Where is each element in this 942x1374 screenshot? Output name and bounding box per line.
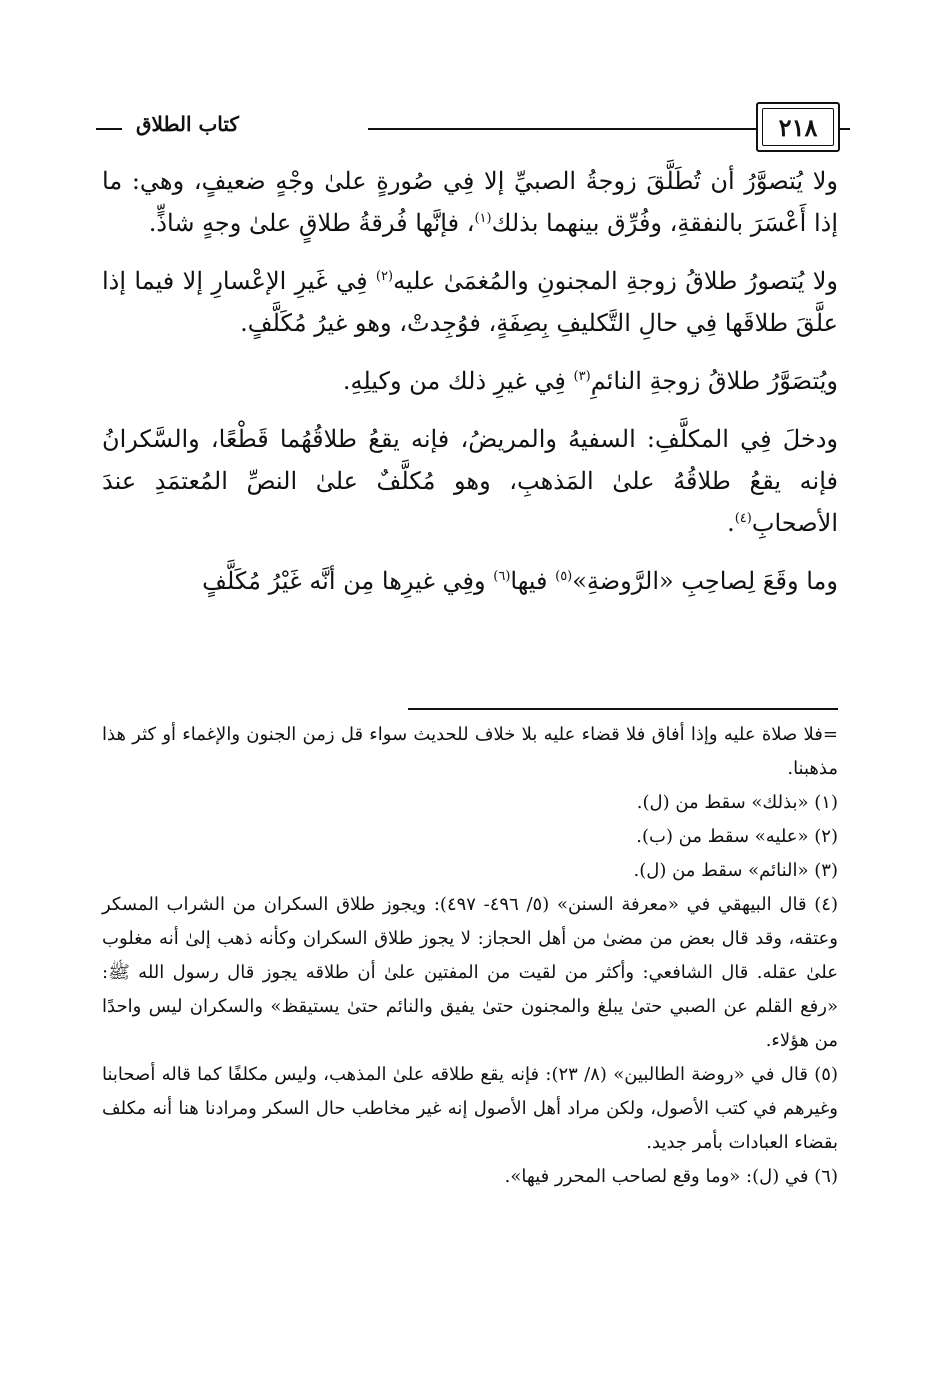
- footnote-ref: (٥): [555, 569, 573, 584]
- footnote: (٢) «عليه» سقط من (ب).: [636, 826, 838, 847]
- header-rule: [840, 128, 850, 130]
- paragraph: ويُتصَوَّرُ طلاقُ زوجةِ النائمِ$^{(٣)}$ فِي غيرِ ذلك من وكيلِهِ.: [342, 367, 838, 395]
- page-header: [96, 98, 840, 158]
- paragraph: ولا يُتصوَّرُ أن تُطَلَّقَ زوجةُ الصبيِّ إلا فِي صُورةٍ علىٰ وجْهٍ ضعيفٍ، وهي: ما إذا أَعْسَرَ بالنفقةِ، وفُرِّق بينهما بذلك$^{(١)}$، فإنَّها فُرقةُ طلاقٍ علىٰ وجهٍ شاذٍّ.: [102, 167, 838, 237]
- footnote: (٦) في (ل): «وما وقع لصاحب المحرر فيها».: [504, 1166, 838, 1187]
- footnote-ref: (٣): [573, 369, 591, 384]
- footnote-ref: (٢): [375, 269, 394, 284]
- footnote: (١) «بذلك» سقط من (ل).: [636, 792, 838, 813]
- header-rule: [96, 128, 122, 130]
- footnotes: [102, 718, 838, 1194]
- page-number-frame: [756, 102, 840, 152]
- footnote: =فلا صلاة عليه وإذا أفاق فلا قضاء عليه بلا خلاف للحديث سواء قل زمن الجنون والإغماء أو كثر هذا مذهبنا.: [102, 724, 838, 779]
- header-rule: [368, 128, 746, 130]
- page-number: ٢١٨: [778, 112, 818, 142]
- paragraph: ودخلَ فِي المكلَّفِ: السفيهُ والمريضُ، فإنه يقعُ طلاقُهُما قَطْعًا، والسَّكرانُ فإنه يقعُ طلاقُهُ علىٰ المَذهبِ، وهو مُكلَّفٌ علىٰ النصِّ المُعتمَدِ عندَ الأصحابِ$^{(٤)}$.: [102, 425, 838, 537]
- book-title: كتاب الطلاق: [136, 112, 239, 136]
- main-text: [102, 160, 838, 602]
- paragraph: ولا يُتصورُ طلاقُ زوجةِ المجنونِ والمُغمَىٰ عليه$^{(٢)}$ فِي غَيرِ الإعْسارِ إلا فيما إذا علَّقَ طلاقَها فِي حالِ التَّكليفِ بِصِفَةٍ، فوُجِدتْ، وهو غيرُ مُكَلَّفٍ.: [102, 267, 839, 337]
- footnote-separator: [408, 708, 838, 710]
- header-rule: [746, 128, 756, 130]
- footnote-ref: (٤): [734, 511, 752, 526]
- footnote: (٤) قال البيهقي في «معرفة السنن» (٥/ ٤٩٦- ٤٩٧): ويجوز طلاق السكران من الشراب المسكر وعتقه، وقد قال بعض من مضىٰ من أهل الحجاز: لا يجوز طلاق السكران وكأنه ذهب إلىٰ أنه مغلوب علىٰ عقله. قال الشافعي: وأكثر من لقيت من المفتين علىٰ أن طلاقه يجوز قال رسول الله ﷺ: «رفع القلم عن الصبي حتىٰ يبلغ والمجنون حتىٰ يفيق والنائم حتىٰ يستيقظ» والسكران ليس واحدًا من هؤلاء.: [102, 894, 838, 1051]
- footnote: (٣) «النائم» سقط من (ل).: [633, 860, 838, 881]
- paragraph: وما وقَعَ لِصاحِبِ «الرَّوضةِ»$^{(٥)}$ فيها$^{(٦)}$ وفِي غيرِها مِن أنَّه غَيْرُ مُكَلَّفٍ: [202, 567, 838, 595]
- footnote-ref: (٦): [493, 569, 511, 584]
- footnote-ref: (١): [474, 211, 492, 226]
- footnote: (٥) قال في «روضة الطالبين» (٨/ ٢٣): فإنه يقع طلاقه علىٰ المذهب، وليس مكلفًا كما قاله أصحابنا وغيرهم في كتب الأصول، ولكن مراد أهل الأصول إنه غير مخاطب حال السكر ومرادنا هنا أنه مكلف بقضاء العبادات بأمر جديد.: [102, 1064, 838, 1153]
